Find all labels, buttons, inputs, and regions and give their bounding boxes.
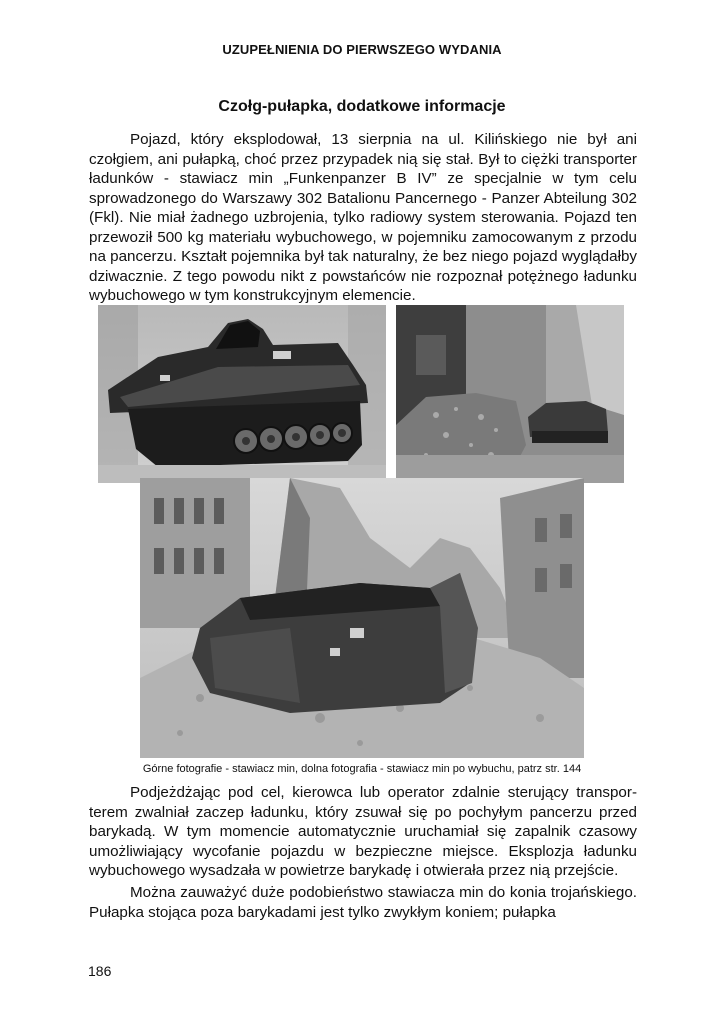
photo-mine-layer-side bbox=[98, 305, 386, 483]
running-header: UZUPEŁNIENIA DO PIERWSZEGO WYDANIA bbox=[222, 42, 502, 57]
figure-caption: Górne fotografie - stawiacz min, dolna fotografia - stawiacz min po wybuchu, patrz str. 144 bbox=[142, 763, 582, 775]
photo-mine-layer-street bbox=[396, 305, 624, 483]
page-number: 186 bbox=[88, 963, 112, 979]
body-paragraph-1: Pojazd, który eksplodował, 13 sierpnia na ul. Kilińskiego nie był ani czołgiem, ani pułapką, choć przez przypadek nią się stał. Był to ciężki transporter ładunków - stawiacz min „Funkenpanzer B IV” ze specjalnie w tym celu sprowadzonego do Warszawy 302 Batalionu Pancernego - Panzer Abteilung 302 (Fkl). Nie miał żadnego uzbrojenia, tylko radiowy system sterowania. Pojazd ten przewoził 500 kg materiału wybuchowego, w pojemniku zamocowanym z przodu na pancerzu. Kształt pojemnika był tak naturalny, że bez niego pojazd wyglądałby dziwacznie. Z tego powodu nikt z powstańców nie rozpoznał potężnego ładunku wybuchowego w tym konstrukcyjnym elemencie. bbox=[89, 131, 637, 304]
body-paragraph-3: Można zauważyć duże podobieństwo stawiacza min do konia trojańskiego. Pułapka stojąca poza barykadami jest tylko zwykłym koniem; pułapka bbox=[89, 884, 637, 921]
body-paragraph-2: Podjeżdżając pod cel, kierowca lub operator zdalnie sterujący transporterem zwalniał zaczep ładunku, który zsuwał się po pochyłym pancerzu przed barykadą. W tym momencie automatycznie uruchamiał się zapalnik czasowy umożliwiający wycofanie pojazdu w bezpieczne miejsce. Eksplozja ładunku wybuchowego wysadzała w powietrze barykadę i otwierała przez nią przejście. bbox=[89, 784, 637, 879]
section-title: Czołg-pułapka, dodatkowe informacje bbox=[218, 98, 506, 115]
photo-mine-layer-wreck bbox=[140, 478, 584, 758]
